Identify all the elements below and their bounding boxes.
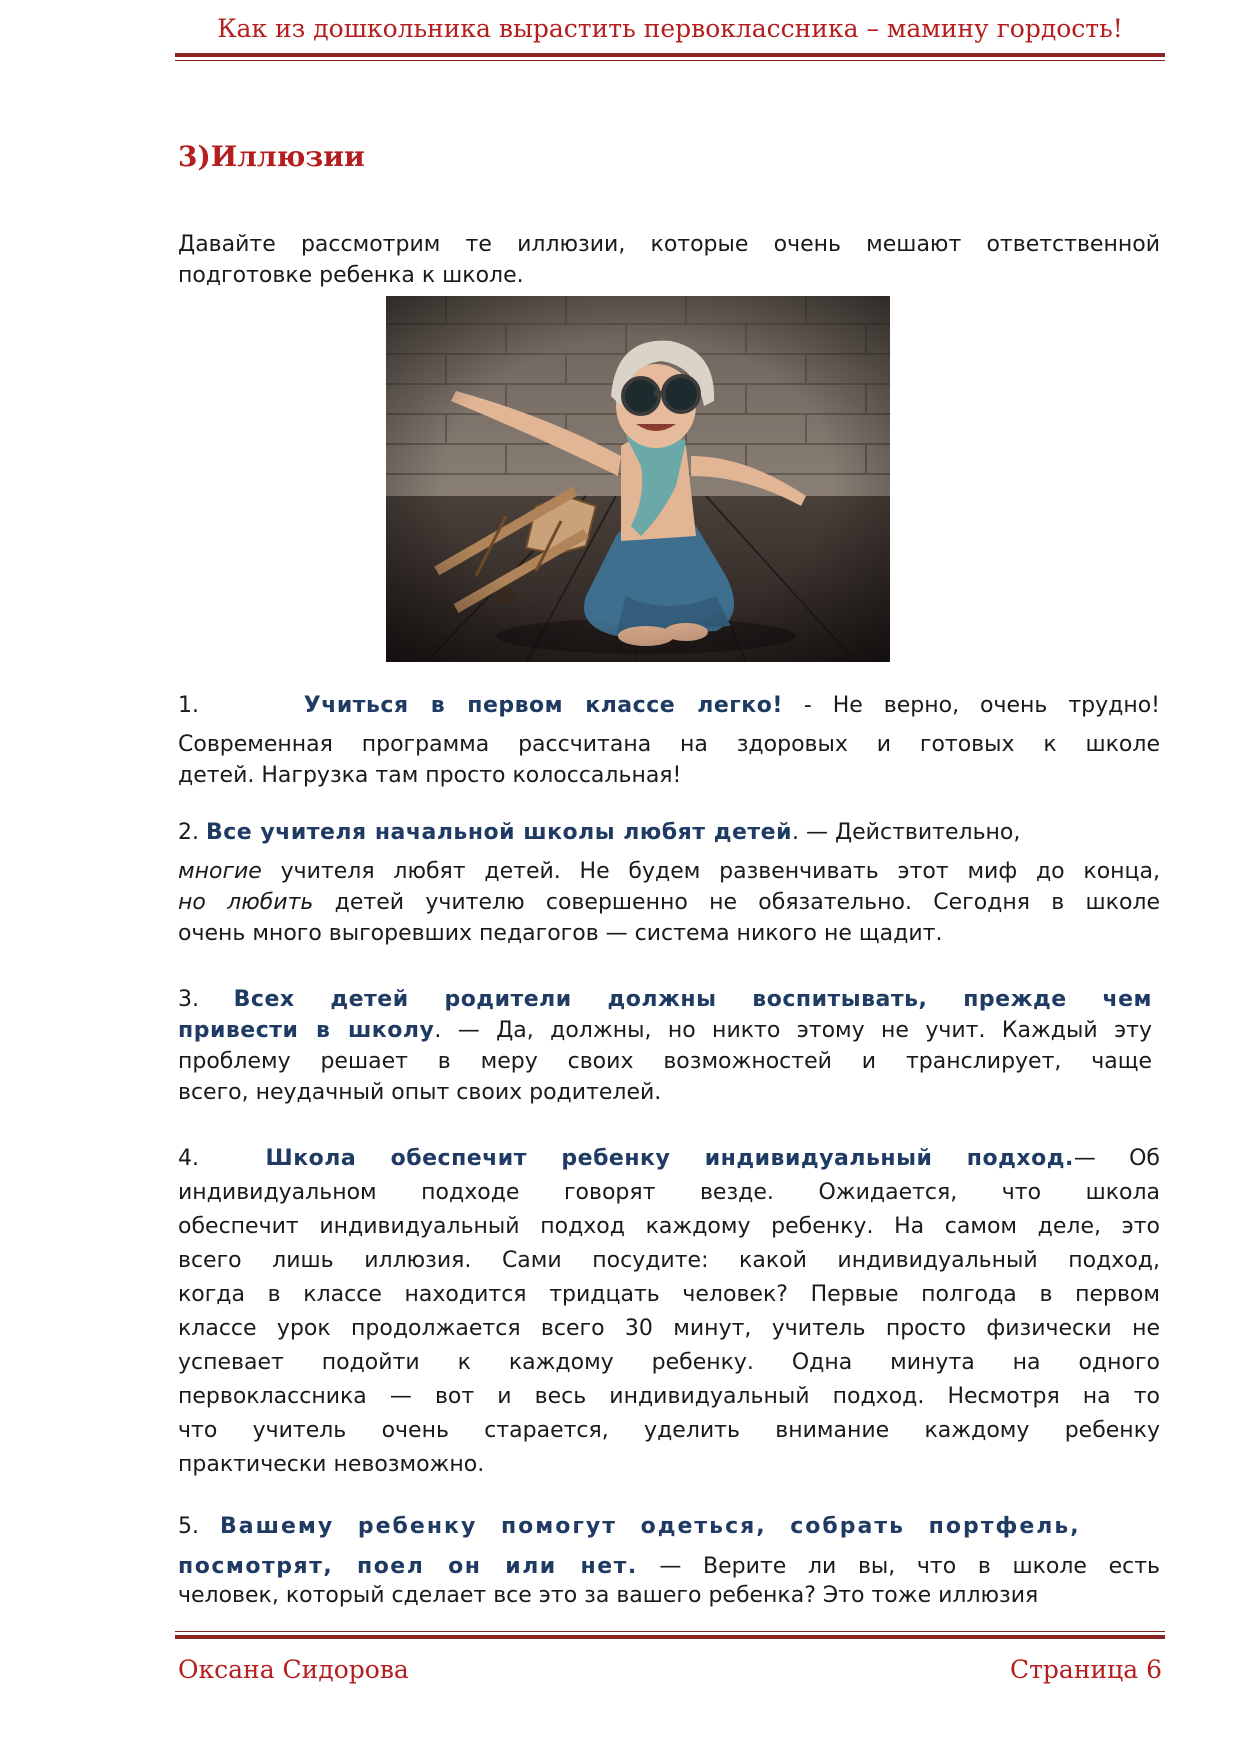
item-2-number: 2. [178, 820, 199, 845]
item-4-line-10: практически невозможно. [178, 1452, 485, 1477]
item-3-line-4: всего, неудачный опыт своих родителей. [178, 1080, 662, 1105]
item-3-line-1 [178, 984, 1152, 1015]
item-3-line-3: проблему решает в меру своих возможностей и транслирует, чаще [178, 1049, 1152, 1074]
boy-aviator-photo [386, 296, 890, 662]
item-4-line-8: первоклассника — вот и весь индивидуальный подход. Несмотря на то [178, 1384, 1160, 1409]
item-4-line-9: что учитель очень старается, уделить внимание каждому ребенку [178, 1418, 1160, 1443]
item-5-claim-1: Вашему ребенку помогут одеться, собрать портфель, [219, 1514, 1081, 1539]
intro-line-1: Давайте рассмотрим те иллюзии, которые очень мешают ответственной [178, 232, 1160, 257]
item-4-line-5: когда в классе находится тридцать человек? Первые полгода в первом [178, 1282, 1160, 1307]
item-1-line-1 [178, 690, 1160, 721]
item-2-line-2 [178, 856, 1160, 887]
item-5-line-1 [178, 1511, 1160, 1542]
item-1-line-3: детей. Нагрузка там просто колоссальная! [178, 763, 682, 788]
item-5-line-2 [178, 1551, 1160, 1582]
footer-page-number: Страница 6 [1009, 1655, 1162, 1684]
item-2-line-3 [178, 887, 1160, 918]
item-2-line-2-text: учителя любят детей. Не будем развенчивать этот миф до конца, [261, 859, 1160, 884]
item-5-line-3: человек, который сделает все это за вашего ребенка? Это тоже иллюзия [178, 1583, 1039, 1608]
item-4-line-2: индивидуальном подходе говорят везде. Ожидается, что школа [178, 1180, 1160, 1205]
intro-line-2: подготовке ребенка к школе. [178, 263, 524, 288]
item-5-rest: — Верите ли вы, что в школе есть [637, 1554, 1160, 1579]
section-heading: 3)Иллюзии [178, 140, 365, 173]
footer-rule-thin [175, 1631, 1165, 1632]
item-3-line-2 [178, 1015, 1152, 1046]
item-5-number: 5. [178, 1514, 199, 1539]
item-4-line-3: обеспечит индивидуальный подход каждому ребенку. На самом деле, это [178, 1214, 1160, 1239]
item-2-line-4: очень много выгоревших педагогов — система никого не щадит. [178, 921, 943, 946]
item-1-rest: - Не верно, очень трудно! [782, 693, 1160, 718]
item-4-line-1 [178, 1143, 1160, 1174]
item-2-line-3-text: детей учителю совершенно не обязательно. Сегодня в школе [313, 890, 1160, 915]
footer-author: Оксана Сидорова [178, 1655, 409, 1684]
footer-rule [175, 1635, 1165, 1639]
item-4-line-7: успевает подойти к каждому ребенку. Одна минута на одного [178, 1350, 1160, 1375]
item-3-number: 3. [178, 987, 199, 1012]
item-4-claim: Школа обеспечит ребенку индивидуальный подход. [265, 1146, 1074, 1171]
header-rule [175, 53, 1165, 57]
item-3-claim-2: привести в школу [178, 1018, 435, 1043]
item-3-claim-1: Всех детей родители должны воспитывать, прежде чем [233, 987, 1152, 1012]
item-2-claim: Все учителя начальной школы любят детей [206, 820, 792, 845]
item-4-number: 4. [178, 1146, 199, 1171]
item-2-emphasis-2: но любить [178, 890, 314, 915]
item-1-number: 1. [178, 693, 199, 718]
item-4-line-4: всего лишь иллюзия. Сами посудите: какой индивидуальный подход, [178, 1248, 1160, 1273]
item-1-claim: Учиться в первом классе легко! [303, 693, 783, 718]
item-4-line-6: классе урок продолжается всего 30 минут, учитель просто физически не [178, 1316, 1160, 1341]
item-1-line-2: Современная программа рассчитана на здоровых и готовых к школе [178, 732, 1160, 757]
header-title: Как из дошкольника вырастить первоклассника – мамину гордость! [217, 14, 1123, 43]
item-4-rest: — Об [1073, 1146, 1160, 1171]
item-2-emphasis-1: многие [178, 859, 262, 884]
item-5-claim-2: посмотрят, поел он или нет. [178, 1554, 638, 1579]
item-2-line-1 [178, 817, 1160, 848]
item-2-rest: . — Действительно, [791, 820, 1021, 845]
item-3-rest: . — Да, должны, но никто этому не учит. Каждый эту [434, 1018, 1152, 1043]
header-rule-thin [175, 60, 1165, 61]
